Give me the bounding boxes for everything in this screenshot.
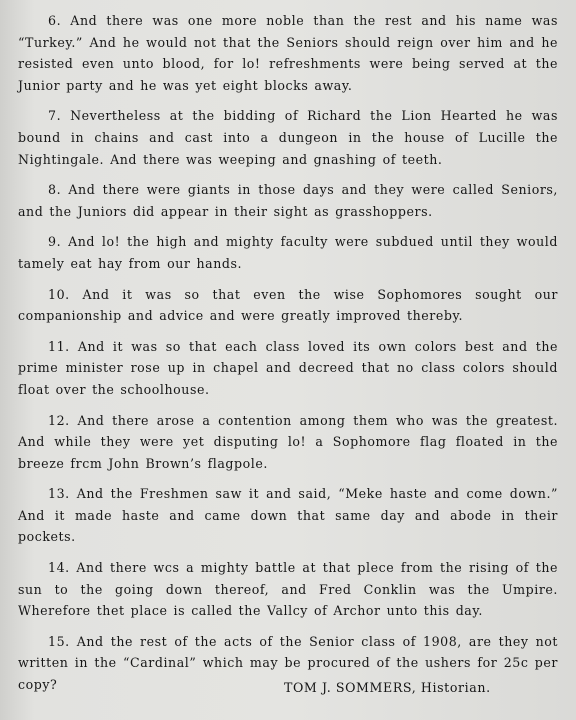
verse-8 — [18, 179, 558, 222]
verse-text: And there were giants in those days and they were called Seniors, and the Juniors did appear in their sight as grasshoppers. — [18, 182, 558, 219]
verse-number: 7. — [48, 108, 62, 124]
verse-number: 9. — [48, 234, 62, 250]
verse-number: 12. — [48, 412, 70, 428]
verse-text: And it was so that even the wise Sophomores sought our companionship and advice and were greatly improved thereby. — [18, 286, 558, 324]
verse-number: 15. — [48, 633, 70, 649]
verse-number: 10. — [48, 286, 70, 302]
verse-number: 14. — [48, 560, 70, 576]
verse-number: 11. — [48, 338, 70, 354]
verse-number: 13. — [48, 486, 70, 502]
verse-10 — [18, 284, 558, 327]
verse-number: 6. — [48, 13, 62, 28]
verse-14 — [18, 557, 558, 622]
verse-7 — [18, 105, 558, 170]
verse-11 — [18, 336, 558, 401]
verse-12 — [18, 410, 558, 475]
verse-text: And it was so that each class loved its own colors best and the prime minister rose up in chapel and decreed that no class colors should float over the schoolhouse. — [18, 338, 558, 397]
verse-list — [18, 10, 558, 705]
author-signature: TOM J. SOMMERS, Historian. — [284, 680, 491, 695]
verse-9 — [18, 231, 558, 274]
verse-text: And there was one more noble than the rest and his name was “Turkey.” And he would not that the Seniors should reign over him and he resisted even unto blood, for lo! refreshments were being served at the Junior party and he was yet eight blocks away. — [18, 13, 558, 93]
verse-13 — [18, 483, 558, 548]
verse-text: Nevertheless at the bidding of Richard the Lion Hearted he was bound in chains and cast into a dungeon in the house of Lucille the Nightingale. And there was weeping and gnashing of teeth. — [18, 108, 558, 167]
verse-number: 8. — [48, 182, 62, 198]
verse-6 — [18, 10, 558, 96]
verse-text: And the rest of the acts of the Senior class of 1908, are they not written in the “Cardinal” which may be procured of the ushers for 25c per copy? — [18, 633, 558, 693]
verse-text: And lo! the high and mighty faculty were subdued until they would tamely eat hay from our hands. — [18, 234, 558, 271]
verse-text: And there wcs a mighty battle at that plece from the rising of the sun to the going down thereof, and Fred Conklin was the Umpire. Wherefore thet place is called the Vallcy of Archor unto this day. — [18, 560, 558, 619]
verse-text: And there arose a contention among them who was the greatest. And while they were yet disputing lo! a Sophomore flag floated in the breeze frcm John Brown’s flagpole. — [18, 412, 558, 471]
verse-text: And the Freshmen saw it and said, “Meke haste and come down.” And it made haste and came down that same day and abode in their pockets. — [18, 486, 558, 545]
